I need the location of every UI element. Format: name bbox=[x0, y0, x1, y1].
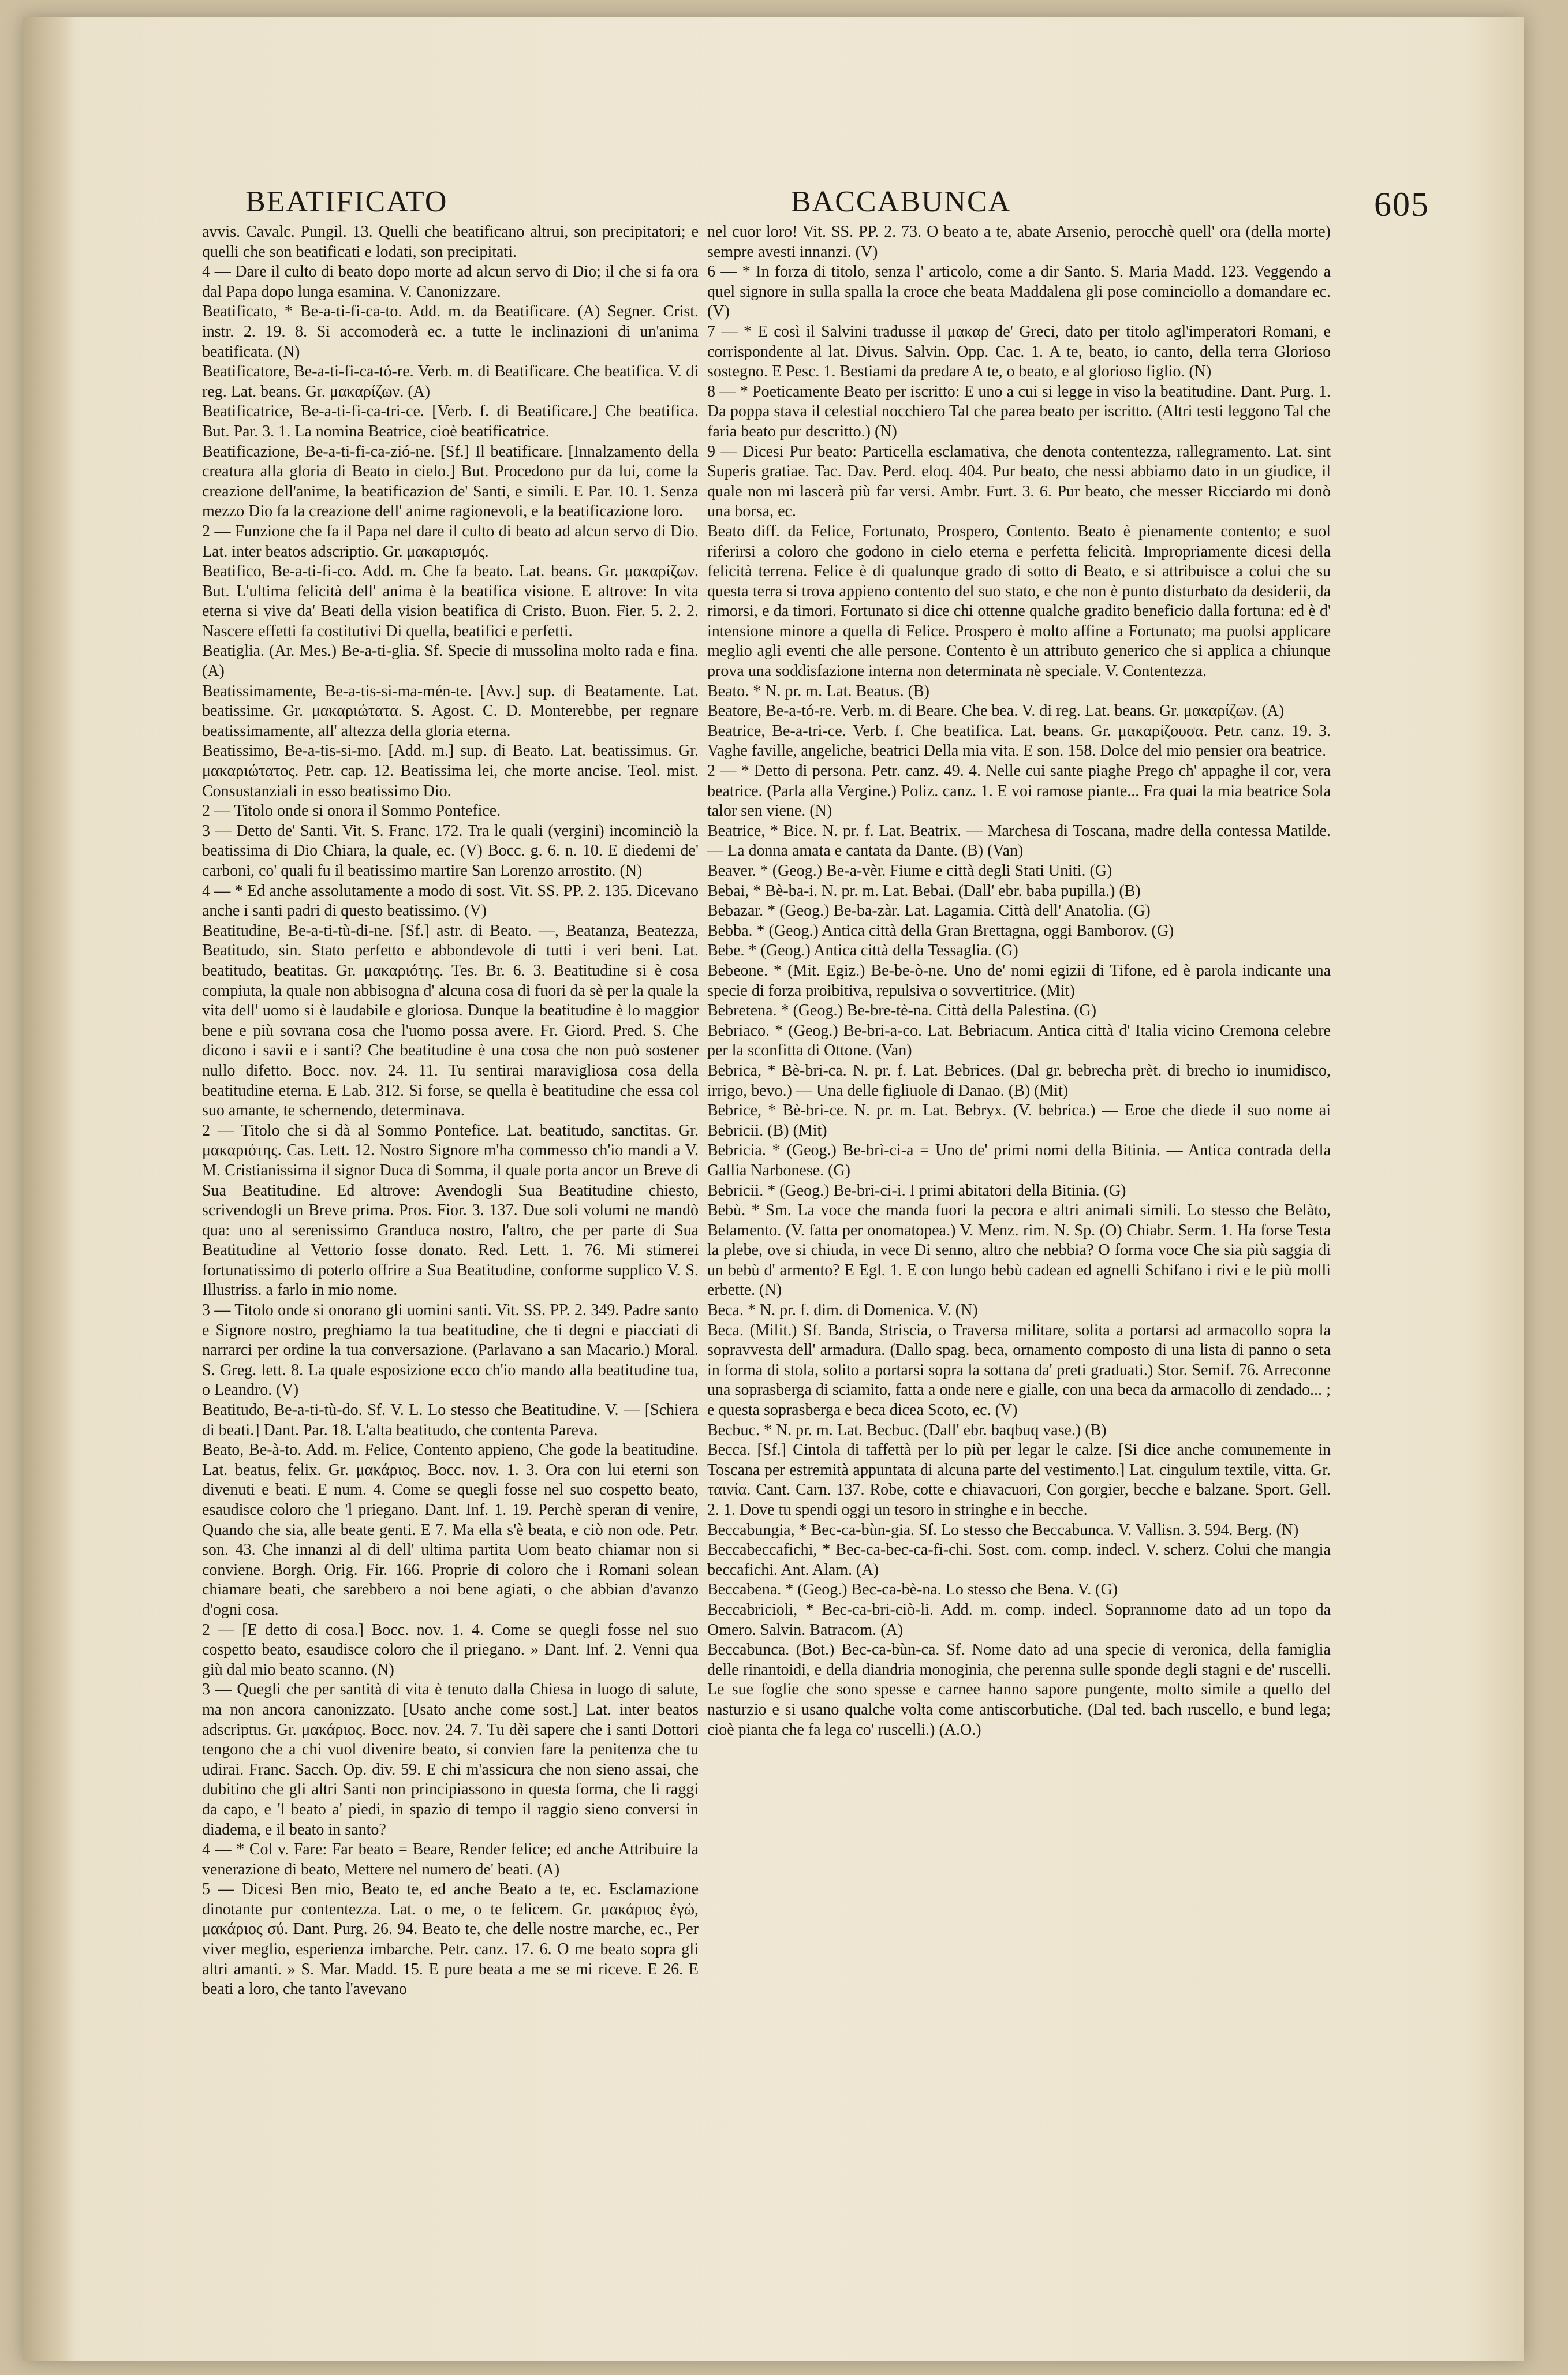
right-column bbox=[707, 222, 1331, 1740]
dictionary-entry: Beatrice, Be-a-tri-ce. Verb. f. Che beatifica. Lat. beans. Gr. μακαρίζουσα. Petr. canz. 19. 3. Vaghe faville, angeliche, beatrici Della mia vita. E son. 158. Dolce del mio pensier ora beatrice. bbox=[707, 722, 1331, 760]
dictionary-entry: 2 — Titolo che si dà al Sommo Pontefice. Lat. beatitudo, sanctitas. Gr. μακαριότης. Cas. Lett. 12. Nostro Signore m'ha commesso ch'io mandi a V. M. Cristianissima il signor Duca di Somma, il quale porta ancor un Breve di Sua Beatitudine. Ed altrove: Avendogli Sua Beatitudine chiesto, scrivendogli un Breve prima. Pros. Fior. 3. 137. Due soli volumi ne mandò qua: uno al serenissimo Granduca nostro, l'altro, che per parte di Sua Beatitudine al Vettorio fosse donato. Red. Lett. 1. 76. Mi stimerei fortunatissimo di poterlo offrire a Sua Beatitudine, conforme supplico V. S. Illustriss. a farlo in mio nome. bbox=[202, 1121, 699, 1299]
dictionary-entry: Beatore, Be-a-tó-re. Verb. m. di Beare. Che bea. V. di reg. Lat. beans. Gr. μακαρίζων. (A) bbox=[707, 702, 1285, 720]
dictionary-entry: Beatificato, * Be-a-ti-fi-ca-to. Add. m. da Beatificare. (A) Segner. Crist. instr. 2. 19. 8. Si accomoderà ec. a tutte le inclinazioni di un'anima beatificata. (N) bbox=[202, 303, 699, 361]
dictionary-entry: 3 — Quegli che per santità di vita è tenuto dalla Chiesa in luogo di salute, ma non ancora canonizzato. [Usato anche come sost.] Lat. inter beatos adscriptus. Gr. μακάριος. Bocc. nov. 24. 7. Tu dèi sapere che i santi Dottori tengono che a chi vuol divenire beato, si convien fare la penitenza che tu udirai. Franc. Sacch. Op. div. 59. E chi m'assicura che non sieno assai, che dubitino che gli altri Santi non principiassono in questa forma, che li raggi da capo, e 'l beato a' piedi, in spazio di tempo il raggio sieno conversi in diadema, e il beato in santo? bbox=[202, 1681, 699, 1839]
dictionary-entry: Beatificatore, Be-a-ti-fi-ca-tó-re. Verb. m. di Beatificare. Che beatifica. V. di reg. Lat. beans. Gr. μακαρίζων. (A) bbox=[202, 363, 699, 401]
dictionary-entry: Beatificatrice, Be-a-ti-fi-ca-tri-ce. [Verb. f. di Beatificare.] Che beatifica. But. Par. 3. 1. La nomina Beatrice, cioè beatificatrice. bbox=[202, 402, 699, 440]
dictionary-entry: 4 — * Col v. Fare: Far beato = Beare, Render felice; ed anche Attribuire la venerazione di beato, Mettere nel numero de' beati. (A) bbox=[202, 1840, 699, 1879]
dictionary-entry: Bebù. * Sm. La voce che manda fuori la pecora e altri animali simili. Lo stesso che Belàto, Belamento. (V. fatta per onomatopea.) V. Menz. rim. N. Sp. (O) Chiabr. Serm. 1. Ha forse Testa la plebe, ove si chiuda, in vece Di senno, altro che nebbia? O forma voce Che sia più saggia di un bebù d' armento? E Egl. 1. E con lungo bebù cadean ed agnelli Schifano i rivi e le più molli erbette. (N) bbox=[707, 1201, 1331, 1299]
dictionary-entry: Beato diff. da Felice, Fortunato, Prospero, Contento. Beato è pienamente contento; e suol riferirsi a coloro che godono in cielo eterna e perfetta felicità. Impropriamente dicesi della felicità terrena. Felice è di qualunque grado di sotto di Beato, e si attribuisce a colui che su questa terra si trova appieno contento del suo stato, e che non è punto disturbato da desiderii, da rimorsi, e da timori. Fortunato si dice chi ottenne qualche gradito beneficio dalla fortuna: ed è d' intensione minore a quella di Felice. Prospero è molto affine a Fortunato; ma puolsi applicare meglio agli eventi che alle persone. Contento è un attributo generico che si applica a chiunque prova una soddisfazione interna non determinata nè speciale. V. Contentezza. bbox=[707, 522, 1331, 681]
dictionary-entry: Beato, Be-à-to. Add. m. Felice, Contento appieno, Che gode la beatitudine. Lat. beatus, felix. Gr. μακάριος. Bocc. nov. 1. 3. Ora con lui eterni son divenuti e beati. E num. 4. Come se quegli fosse nel suo cospetto beato, esaudisce coloro che 'l priegano. Dant. Inf. 1. 19. Perchè speran di venire, Quando che sia, alle beate genti. E 7. Ma ella s'è beata, e ciò non ode. Petr. son. 43. Che innanzi al di dell' ultima partita Uom beato chiamar non si conviene. Borgh. Orig. Fir. 166. Proprie di coloro che i Romani solean chiamare beati, che sarebbero a noi bene agiati, o che abbian d'avanzo d'ogni cosa. bbox=[202, 1441, 699, 1619]
dictionary-entry: Becbuc. * N. pr. m. Lat. Becbuc. (Dall' ebr. baqbuq vase.) (B) bbox=[707, 1421, 1107, 1439]
dictionary-entry: Beatissimo, Be-a-tis-si-mo. [Add. m.] sup. di Beato. Lat. beatissimus. Gr. μακαριώτατος. Petr. cap. 12. Beatissima lei, che morte ancise. Teol. mist. Consustanziali in esso beatissimo Dio. bbox=[202, 742, 699, 800]
dictionary-entry: nel cuor loro! Vit. SS. PP. 2. 73. O beato a te, abate Arsenio, perocchè quell' ora (della morte) sempre avesti innanzi. (V) bbox=[707, 223, 1331, 261]
dictionary-entry: Beccabricioli, * Bec-ca-bri-ciò-li. Add. m. comp. indecl. Soprannome dato ad un topo da Omero. Salvin. Batracom. (A) bbox=[707, 1600, 1331, 1639]
page-number: 605 bbox=[1374, 185, 1429, 223]
dictionary-entry: Beca. (Milit.) Sf. Banda, Striscia, o Traversa militare, solita a portarsi ad armacollo sopra la sopravvesta dell' armadura. (Dallo spag. beca, ornamento composto di una lista di panno o seta in forma di stola, solito a portarsi sopra la sottana da' preti graduati.) Stor. Semif. 76. Arreconne una soprasberga di sciamito, fatta a onde nere e gialle, con una beca da armacollo di zendado... ; e questa soprasberga e beca dicea Scoto, ec. (V) bbox=[707, 1321, 1331, 1420]
dictionary-entry: 2 — Funzione che fa il Papa nel dare il culto di beato ad alcun servo di Dio. Lat. inter beatos adscriptio. Gr. μακαρισμός. bbox=[202, 522, 699, 561]
dictionary-entry: Beccabena. * (Geog.) Bec-ca-bè-na. Lo stesso che Bena. V. (G) bbox=[707, 1581, 1118, 1599]
dictionary-entry: 4 — Dare il culto di beato dopo morte ad alcun servo di Dio; il che si fa ora dal Papa dopo lunga esamina. V. Canonizzare. bbox=[202, 263, 699, 301]
left-column bbox=[202, 222, 699, 2000]
dictionary-entry: 3 — Detto de' Santi. Vit. S. Franc. 172. Tra le quali (vergini) incominciò la beatissima di Dio Chiara, la quale, ec. (V) Bocc. g. 6. n. 10. E diedemi de' carboni, co' quali fu il beatissimo martire San Lorenzo arrostito. (N) bbox=[202, 821, 699, 880]
dictionary-entry: 5 — Dicesi Ben mio, Beato te, ed anche Beato a te, ec. Esclamazione dinotante pur contentezza. Lat. o me, o te felicem. Gr. μακάριος ἐγώ, μακάριος σύ. Dant. Purg. 26. 94. Beato te, che delle nostre marche, ec., Per viver meglio, esperienza imbarche. Petr. canz. 17. 6. O me beato sopra gli altri amanti. » S. Mar. Madd. 15. E pure beata a me se mi riceve. E 26. E beati a loro, che tanto l'avevano bbox=[202, 1880, 699, 1999]
dictionary-entry: 4 — * Ed anche assolutamente a modo di sost. Vit. SS. PP. 2. 135. Dicevano anche i santi padri di questo beatissimo. (V) bbox=[202, 882, 699, 920]
dictionary-entry: 7 — * E così il Salvini tradusse il μακαρ de' Greci, dato per titolo agl'imperatori Romani, e corrispondente al lat. Divus. Salvin. Opp. Cac. 1. A te, beato, io canto, della terra Glorioso sostegno. E Pesc. 1. Bestiami da predare A te, o beato, e al glorioso figlio. (N) bbox=[707, 322, 1331, 381]
dictionary-entry: 6 — * In forza di titolo, senza l' articolo, come a dir Santo. S. Maria Madd. 123. Veggendo a quel signore in sulla spalla la croce che beata Maddalena gli pose cominciollo a domandare ec. (V) bbox=[707, 263, 1331, 321]
dictionary-entry: Beatificazione, Be-a-ti-fi-ca-zió-ne. [Sf.] Il beatificare. [Innalzamento della creatura alla gloria di Beato in cielo.] But. Procedono pur da lui, come la creazione dell'anime, la beatificazion de' Santi, e simili. E Par. 10. 1. Senza mezzo Dio fa la creazione dell' anime ragionevoli, e la beatificazione loro. bbox=[202, 442, 699, 521]
dictionary-entry: Beccabunca. (Bot.) Bec-ca-bùn-ca. Sf. Nome dato ad una specie di veronica, della famiglia delle rinantoidi, e della diandria monoginia, che perenna sulle sponde degli stagni e de' ruscelli. Le sue foglie che sono spesse e carnee hanno sapore pungente, molto simile a quello del nasturzio e si usano qualche volta come antiscorbutiche. (Dal ted. bach ruscello, e bund lega; cioè pianta che fa lega co' ruscelli.) (A.O.) bbox=[707, 1641, 1331, 1739]
dictionary-entry: Bebrica, * Bè-bri-ca. N. pr. f. Lat. Bebrices. (Dal gr. bebrecha prèt. di brecho io inumidisco, irrigo, bevo.) — Una delle figliuole di Danao. (B) (Mit) bbox=[707, 1061, 1331, 1100]
dictionary-entry: Bebba. * (Geog.) Antica città della Gran Brettagna, oggi Bamborov. (G) bbox=[707, 921, 1174, 940]
dictionary-entry: Bebriaco. * (Geog.) Be-bri-a-co. Lat. Bebriacum. Antica città d' Italia vicino Cremona celebre per la sconfitta di Ottone. (Van) bbox=[707, 1021, 1331, 1060]
dictionary-entry: Beatifico, Be-a-ti-fi-co. Add. m. Che fa beato. Lat. beans. Gr. μακαρίζων. But. L'ultima felicità dell' anima è la beatifica visione. E altrove: In vita eterna si vive da' Beati della vision beatifica di Cristo. Buon. Fier. 5. 2. 2. Nascere effetti fa costitutivi Di quella, beatifici e perfetti. bbox=[202, 562, 699, 640]
dictionary-entry: Bebe. * (Geog.) Antica città della Tessaglia. (G) bbox=[707, 942, 1018, 960]
right-running-headword: BACCABUNCA bbox=[791, 185, 1011, 218]
left-running-headword: BEATIFICATO bbox=[245, 185, 448, 218]
dictionary-entry: Beatrice, * Bice. N. pr. f. Lat. Beatrix. — Marchesa di Toscana, madre della contessa Matilde. — La donna amata e cantata da Dante. (B) (Van) bbox=[707, 821, 1331, 860]
dictionary-entry: Beatitudine, Be-a-ti-tù-di-ne. [Sf.] astr. di Beato. —, Beatanza, Beatezza, Beatitudo, sin. Stato perfetto e abbondevole di tutti i veri beni. Lat. beatitudo, beatitas. Gr. μακαριότης. Tes. Br. 6. 3. Beatitudine si è cosa compiuta, la quale non abbisogna d' alcuna cosa di fuori da sè per la quale la vita dell' uomo si è laudabile e gloriosa. Dunque la beatitudine è lo maggior bene e più sovrana cosa che l'uomo possa avere. Fr. Giord. Pred. S. Che dicono i savii e i santi? Che beatitudine è una cosa che non può sostener nullo difetto. Bocc. nov. 24. 11. Tu sentirai maravigliosa cosa della beatitudine eterna. E Lab. 312. Si forse, se quella è beatitudine che essa col suo amante, te schernendo, determinava. bbox=[202, 921, 699, 1120]
dictionary-entry: Bebricii. * (Geog.) Be-bri-ci-i. I primi abitatori della Bitinia. (G) bbox=[707, 1181, 1126, 1200]
dictionary-entry: Bebai, * Bè-ba-i. N. pr. m. Lat. Bebai. (Dall' ebr. baba pupilla.) (B) bbox=[707, 882, 1141, 900]
dictionary-entry: Beatitudo, Be-a-ti-tù-do. Sf. V. L. Lo stesso che Beatitudine. V. — [Schiera di beati.] Dant. Par. 18. L'alta beatitudo, che contenta Pareva. bbox=[202, 1401, 699, 1439]
dictionary-entry: 8 — * Poeticamente Beato per iscritto: E uno a cui si legge in viso la beatitudine. Dant. Purg. 1. Da poppa stava il celestial nocchiero Tal che parea beato per iscritto. (Altri testi leggono Tal che faria beato pur descritto.) (N) bbox=[707, 382, 1331, 440]
dictionary-entry: Beatissimamente, Be-a-tis-si-ma-mén-te. [Avv.] sup. di Beatamente. Lat. beatissime. Gr. μακαριώτατα. S. Agost. C. D. Monterebbe, per regnare beatissimamente, all' altezza della gloria eterna. bbox=[202, 682, 699, 740]
dictionary-entry: 2 — * Detto di persona. Petr. canz. 49. 4. Nelle cui sante piaghe Prego ch' appaghe il cor, vera beatrice. (Parla alla Vergine.) Poliz. canz. 1. E voi ramose piante... Fra quai la mia beatrice Sola talor sen viene. (N) bbox=[707, 762, 1331, 820]
dictionary-entry: Beca. * N. pr. f. dim. di Domenica. V. (N) bbox=[707, 1301, 978, 1320]
dictionary-entry: Bebretena. * (Geog.) Be-bre-tè-na. Città della Palestina. (G) bbox=[707, 1002, 1097, 1020]
dictionary-entry: Bebricia. * (Geog.) Be-brì-ci-a = Uno de' primi nomi della Bitinia. — Antica contrada della Gallia Narbonese. (G) bbox=[707, 1141, 1331, 1179]
dictionary-entry: Beccabeccafichi, * Bec-ca-bec-ca-fi-chi. Sost. com. comp. indecl. V. scherz. Colui che mangia beccafichi. Ant. Alam. (A) bbox=[707, 1541, 1331, 1579]
dictionary-entry: Bebeone. * (Mit. Egiz.) Be-be-ò-ne. Uno de' nomi egizii di Tifone, ed è parola indicante una specie di forza proibitiva, repulsiva o sovvertitrice. (Mit) bbox=[707, 961, 1331, 1000]
dictionary-entry: Bebazar. * (Geog.) Be-ba-zàr. Lat. Lagamia. Città dell' Anatolia. (G) bbox=[707, 902, 1151, 920]
dictionary-entry: 2 — [E detto di cosa.] Bocc. nov. 1. 4. Come se quegli fosse nel suo cospetto beato, esaudisce coloro che il priegano. » Dant. Inf. 2. Venni qua giù dal mio beato scanno. (N) bbox=[202, 1620, 699, 1679]
dictionary-entry: 2 — Titolo onde si onora il Sommo Pontefice. bbox=[202, 802, 501, 820]
dictionary-entry: 9 — Dicesi Pur beato: Particella esclamativa, che denota contentezza, rallegramento. Lat. sint Superis gratiae. Tac. Dav. Perd. eloq. 404. Pur beato, che nessi abbiamo dato in un giudice, il quale non mi lascerà più far versi. Ambr. Furt. 3. 6. Pur beato, che messer Ricciardo mi donò una borsa, ec. bbox=[707, 442, 1331, 521]
dictionary-entry: Bebrice, * Bè-bri-ce. N. pr. m. Lat. Bebryx. (V. bebrica.) — Eroe che diede il suo nome ai Bebricii. (B) (Mit) bbox=[707, 1101, 1331, 1140]
page-gutter-shadow bbox=[23, 17, 75, 2361]
dictionary-entry: 3 — Titolo onde si onorano gli uomini santi. Vit. SS. PP. 2. 349. Padre santo e Signore nostro, preghiamo la tua beatitudine, che ti degni e piacciati di narrarci per ordine la tua conversazione. (Parlavano a san Macario.) Moral. S. Greg. lett. 8. La quale esposizione ecco ch'io mando alla beatitudine tua, o Leandro. (V) bbox=[202, 1301, 699, 1399]
dictionary-entry: Beccabungia, * Bec-ca-bùn-gia. Sf. Lo stesso che Beccabunca. V. Vallisn. 3. 594. Berg. (N) bbox=[707, 1521, 1299, 1539]
dictionary-entry: Beaver. * (Geog.) Be-a-vèr. Fiume e città degli Stati Uniti. (G) bbox=[707, 862, 1112, 880]
dictionary-entry: Beato. * N. pr. m. Lat. Beatus. (B) bbox=[707, 682, 929, 700]
dictionary-entry: Beatiglia. (Ar. Mes.) Be-a-ti-glia. Sf. Specie di mussolina molto rada e fina. (A) bbox=[202, 642, 699, 681]
dictionary-entry: Becca. [Sf.] Cintola di taffettà per lo più per legar le calze. [Si dice anche comunemente in Toscana per estremità appuntata di alcuna parte del vestimento.] Lat. cingulum textile, vitta. Gr. ταινία. Cant. Carn. 137. Robe, cotte e chiavacuori, Con gorgier, becche e balzane. Sport. Gell. 2. 1. Dove tu spendi oggi un tesoro in stringhe e in becche. bbox=[707, 1441, 1331, 1519]
dictionary-entry: avvis. Cavalc. Pungil. 13. Quelli che beatificano altrui, son precipitatori; e quelli che son beatificati e lodati, son precipitati. bbox=[202, 223, 699, 261]
book-page bbox=[23, 17, 1524, 2361]
